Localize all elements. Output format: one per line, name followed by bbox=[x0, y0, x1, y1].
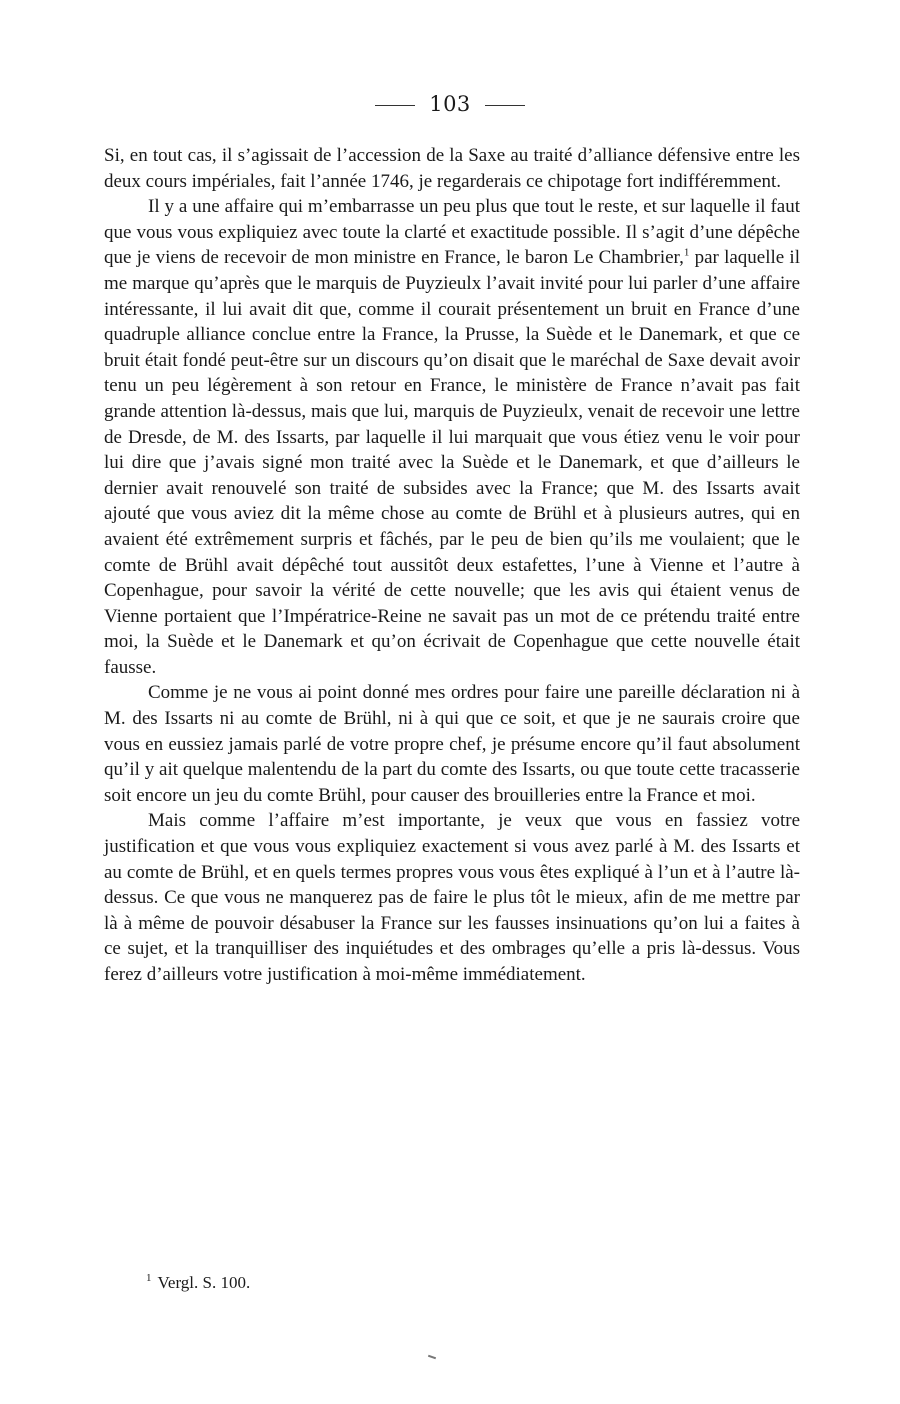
paragraph-4: Mais comme l’affaire m’est importante, je veux que vous en fassiez votre justification et que vous vous expliquiez exactement si vous avez parlé à M. des Issarts et au comte de Brühl, et en quels termes propres vous vous êtes expliqué à l’un et à l’autre là-dessus. Ce que vous ne manquerez pas de faire le plus tôt le mieux, afin de me mettre par là à même de pouvoir désabuser la France sur les fausses insinuations qu’on lui a faites à ce sujet, et la tranquilliser des inquiétudes et des ombrages qu’elle a pris là-dessus. Vous ferez d’ailleurs votre justification à moi-même immédiatement. bbox=[104, 810, 800, 985]
footnote-text: Vergl. S. 100. bbox=[157, 1273, 251, 1292]
page-number: 103 bbox=[429, 92, 471, 116]
paragraph-2-part-1: Il y a une affaire qui m’embarrasse un peu plus que tout le reste, et sur laquelle il faut que vous vous expliquiez avec toute la clarté et exactitude possible. Il s’agit d’une dépêche que je viens de recevoir de mon ministre en France, le baron Le Chambrier, bbox=[104, 196, 800, 269]
footnote bbox=[146, 1273, 250, 1293]
footnote-reference: 1 bbox=[683, 247, 690, 260]
scan-speck bbox=[428, 1355, 436, 1360]
paragraph-2-part-2: par laquelle il me marque qu’après que le marquis de Puyzieulx l’avait invité pour lui parler d’une affaire intéressante, il lui avait dit que, comme il courait présentement un bruit en France d’une quadruple alliance conclue entre la France, la Prusse, la Suède et le Danemark, et que ce bruit était fondé peut-être sur un discours qu’on disait que le maréchal de Saxe devait avoir tenu un peu légèrement à son retour en France, le ministère de France n’avait pas fait grande attention là-dessus, mais que lui, marquis de Puyzieulx, venait de recevoir une lettre de Dresde, de M. des Issarts, par laquelle il lui marquait que vous étiez venu le voir pour lui dire que j’avais signé mon traité avec la Suède et le Danemark, et que d’ailleurs le dernier avait renouvelé son traité de subsides avec la France; que M. des Issarts avait ajouté que vous aviez dit la même chose au comte de Brühl et à plusieurs autres, qui en avaient été extrêmement surpris et fâchés, par le peu de bien qu’ils me voulaient; que le comte de Brühl avait dépêché tout aussitôt deux estafettes, l’une à Vienne et l’autre à Copenhague, pour savoir la vérité de cette nouvelle; que les avis qui étaient venus de Vienne portaient que l’Impératrice-Reine ne savait pas un mot de ce prétendu traité entre moi, la Suède et le Danemark et qu’on écrivait de Copenhague que cette nouvelle était fausse. bbox=[104, 247, 800, 678]
body-text bbox=[104, 143, 800, 988]
paragraph-3: Comme je ne vous ai point donné mes ordres pour faire une pareille déclaration ni à M. des Issarts ni au comte de Brühl, ni à qui que ce soit, et que je ne saurais croire que vous en eussiez jamais parlé de votre propre chef, je présume encore qu’il faut absolument qu’il y ait quelque malentendu de la part du comte des Issarts, ou que toute cette tracasserie soit encore un jeu du comte Brühl, pour causer des brouilleries entre la France et moi. bbox=[104, 682, 800, 806]
page-header bbox=[0, 92, 900, 116]
footnote-number: 1 bbox=[146, 1272, 152, 1285]
paragraph-1: Si, en tout cas, il s’agissait de l’accession de la Saxe au traité d’alliance défensive entre les deux cours impériales, fait l’année 1746, je regarderais ce chipotage fort indifféremment. bbox=[104, 145, 800, 192]
header-rule-left bbox=[375, 105, 415, 106]
header-rule-right bbox=[485, 105, 525, 106]
paragraph-2 bbox=[104, 194, 800, 680]
